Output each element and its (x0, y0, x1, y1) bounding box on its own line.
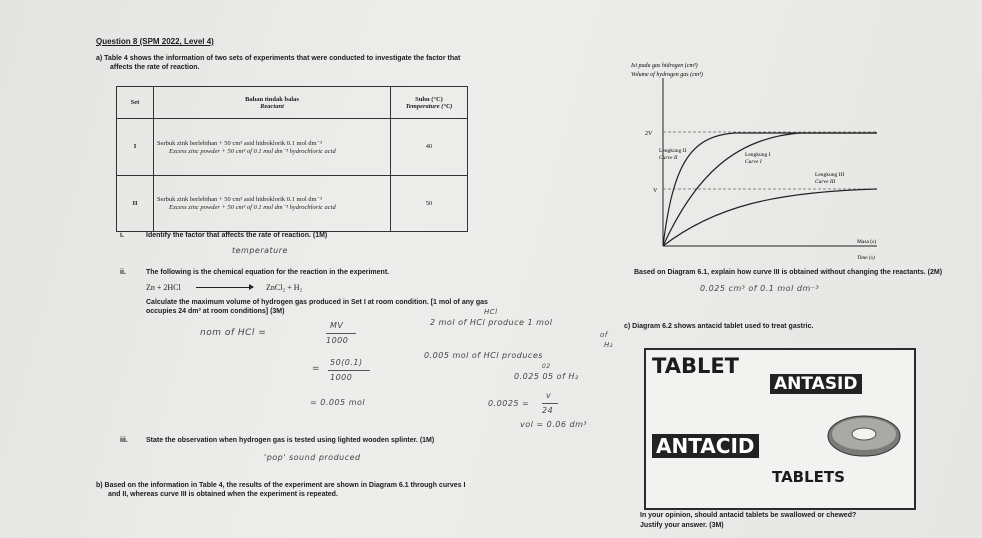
curve-ii-label-en: Curve II (659, 155, 678, 161)
graph-y-tick-2v: 2V (645, 131, 653, 137)
tablet-text-tablets: TABLETS (772, 468, 845, 486)
work-line3: = 0.005 mol (310, 398, 366, 407)
table-cell-temp: 40 (391, 119, 468, 175)
answer-b: 0.025 cm³ of 0.1 mol dm⁻³ (700, 284, 820, 293)
table-4 (116, 86, 468, 232)
equation-left: Zn + 2HCl (146, 283, 181, 292)
table-row (117, 175, 468, 231)
diagram-6-2-tablet-image (644, 348, 916, 510)
equation-arrow (196, 287, 252, 288)
arrow-head-icon (249, 284, 254, 290)
curve-i-label-ms: Lengkung I (745, 152, 771, 158)
question-c-line2: Justify your answer. (3M) (640, 522, 724, 529)
curve-i-line (663, 133, 877, 246)
curve-ii-label-ms: Lengkung II (659, 148, 687, 154)
work-right2: 0.005 mol of HCl produces (424, 351, 543, 360)
work-frac2-den: 1000 (330, 373, 353, 382)
table-head-reactant: Bahan tindak balas Reactant (154, 87, 391, 119)
work-right1c: H₂ (604, 341, 614, 349)
table-head-temperature: Suhu (°C) Temperature (°C) (391, 87, 468, 119)
tablet-pill-icon (824, 412, 902, 458)
question-b: Based on Diagram 6.1, explain how curve III is obtained without changing the reactants. (2M) (634, 269, 943, 276)
curve-ii-line (663, 133, 877, 246)
question-title: Question 8 (SPM 2022, Level 4) (96, 37, 214, 46)
graph-y-tick-v: V (653, 188, 658, 194)
work-right4-den: 24 (542, 406, 554, 415)
work-hcl-note: HCl (484, 308, 498, 316)
question-a-i-number: i. (120, 232, 124, 239)
fraction-bar (328, 370, 370, 371)
curve-iii-label-ms: Lengkung III (815, 172, 845, 178)
question-a-iii-number: iii. (120, 437, 128, 444)
table-cell-set: II (117, 175, 154, 231)
table-cell-reactant: Serbuk zink berlebihan + 50 cm³ asid hidroklorik 0.1 mol dm⁻³ Excess zinc powder + 50 cm³ of 0.1 mol dm⁻³ hydrochloric acid (154, 175, 391, 231)
work-right3-small: 02 (542, 363, 551, 370)
question-a-i: Identify the factor that affects the rate of reaction. (1M) (146, 232, 328, 239)
table-cell-set: I (117, 119, 154, 175)
part-c-line: c) Diagram 6.2 shows antacid tablet used to treat gastric. (624, 323, 814, 330)
work-right5: vol = 0.06 dm³ (520, 420, 588, 429)
equation-right: ZnCl₂ + H₂ (266, 283, 303, 292)
work-line1: nom of HCl = (200, 328, 267, 338)
part-a-intro-line1: a) Table 4 shows the information of two sets of experiments that were conducted to investigate the factor that (96, 55, 461, 62)
table-head-set: Set (117, 87, 154, 119)
part-a-intro-line2: affects the rate of reaction. (110, 64, 200, 71)
diagram-6-1-graph (625, 56, 885, 266)
graph-ylabel-ms: Isi padu gas hidrogen (cm³) (631, 63, 698, 69)
table-cell-temp: 50 (391, 175, 468, 231)
work-frac1-num: MV (330, 321, 344, 330)
part-b-line2: and II, whereas curve III is obtained when the experiment is repeated. (108, 491, 338, 498)
graph-xlabel-ms: Masa (s) (857, 239, 877, 245)
fraction-bar (326, 333, 356, 334)
curve-iii-label-en: Curve III (815, 179, 836, 185)
work-frac2-num: 50(0.1) (330, 358, 363, 367)
answer-a-iii: 'pop' sound produced (264, 453, 361, 462)
graph-ylabel-en: Volume of hydrogen gas (cm³) (631, 72, 703, 78)
work-right1b: of (600, 331, 608, 339)
question-a-ii-calc-line2: occupies 24 dm³ at room conditions] (3M) (146, 308, 285, 315)
work-right1: 2 mol of HCl produce 1 mol (430, 318, 553, 327)
work-right4-num: v (546, 391, 552, 400)
work-line2: = (312, 364, 321, 374)
tablet-text-antacid: ANTACID (652, 434, 759, 458)
question-c-line1: In your opinion, should antacid tablets be swallowed or chewed? (640, 512, 857, 519)
question-a-ii-calc-line1: Calculate the maximum volume of hydrogen gas produced in Set I at room condition. [1 mol of any gas (146, 299, 488, 306)
curve-i-label-en: Curve I (745, 159, 762, 165)
graph-xlabel-en: Time (s) (857, 255, 875, 261)
work-frac1-den: 1000 (326, 336, 349, 345)
tablet-text-antasid: ANTASID (770, 374, 862, 394)
work-right4-a: 0.0025 = (488, 399, 530, 408)
table-cell-reactant: Serbuk zink berlebihan + 50 cm³ asid hidroklorik 0.1 mol dm⁻³ Excess zinc powder + 50 cm³ of 0.1 mol dm⁻³ hydrochloric acid (154, 119, 391, 175)
question-a-ii-number: ii. (120, 269, 126, 276)
fraction-bar (542, 403, 558, 404)
question-a-ii: The following is the chemical equation for the reaction in the experiment. (146, 269, 390, 276)
tablet-text-tablet: TABLET (652, 354, 740, 378)
table-row (117, 119, 468, 175)
part-b-line1: b) Based on the information in Table 4, the results of the experiment are shown in Diagram 6.1 through curves I (96, 482, 466, 489)
curve-iii-line (663, 189, 877, 246)
answer-a-i: temperature (232, 246, 288, 255)
work-right3: 0.025 05 of H₂ (514, 372, 579, 381)
question-a-iii: State the observation when hydrogen gas is tested using lighted wooden splinter. (1M) (146, 437, 435, 444)
